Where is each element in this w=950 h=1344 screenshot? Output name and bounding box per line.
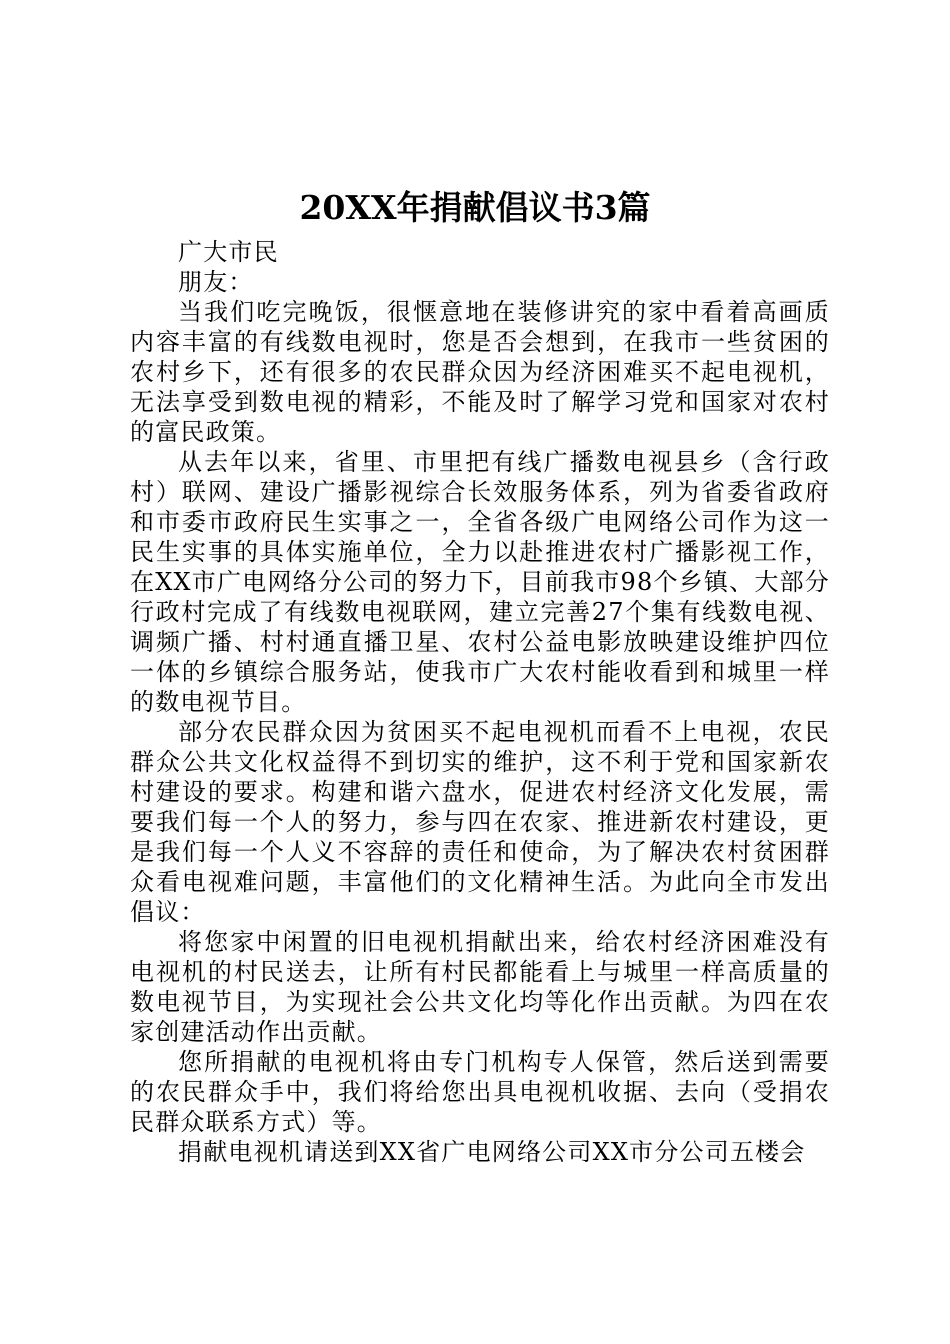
salutation-line-1: 广大市民 xyxy=(178,238,279,266)
paragraph-proposal: 将您家中闲置的旧电视机捐献出来，给农村经济困难没有电视机的村民送去，让所有村民都能看上与城里一样高质量的数电视节目，为实现社会公共文化均等化作出贡献。为四在农家创建活动作出贡献。 xyxy=(130,928,830,1046)
salutation-line-2: 朋友： xyxy=(178,268,254,296)
paragraph-delivery: 捐献电视机请送到XX省广电网络公司XX市分公司五楼会 xyxy=(178,1138,806,1166)
paragraph-problem: 部分农民群众因为贫困买不起电视机而看不上电视，农民群众公共文化权益得不到切实的维护，这不利于党和国家新农村建设的要求。构建和谐六盘水，促进农村经济文化发展，需要我们每一个人的努力，参与四在农家、推进新农村建设，更是我们每一个人义不容辞的责任和使命，为了解决农村贫困群众看电视难问题，丰富他们的文化精神生活。为此向全市发出倡议： xyxy=(130,718,830,926)
paragraph-intro: 当我们吃完晚饭，很惬意地在装修讲究的家中看着高画质内容丰富的有线数电视时，您是否会想到，在我市一些贫困的农村乡下，还有很多的农民群众因为经济困难买不起电视机，无法享受到数电视的精彩，不能及时了解学习党和国家对农村的富民政策。 xyxy=(130,298,830,446)
document-body xyxy=(130,237,830,1167)
document-title: 20XX年捐献倡议书3篇 xyxy=(299,188,651,227)
paragraph-handling: 您所捐献的电视机将由专门机构专人保管，然后送到需要的农民群众手中，我们将给您出具电视机收据、去向（受捐农民群众联系方式）等。 xyxy=(130,1048,830,1136)
paragraph-background: 从去年以来，省里、市里把有线广播数电视县乡（含行政村）联网、建设广播影视综合长效服务体系，列为省委省政府和市委市政府民生实事之一，全省各级广电网络公司作为这一民生实事的具体实施单位，全力以赴推进农村广播影视工作，在XX市广电网络分公司的努力下，目前我市98个乡镇、大部分行政村完成了有线数电视联网，建立完善27个集有线数电视、调频广播、村村通直播卫星、农村公益电影放映建设维护四位一体的乡镇综合服务站，使我市广大农村能收看到和城里一样的数电视节目。 xyxy=(130,448,830,716)
